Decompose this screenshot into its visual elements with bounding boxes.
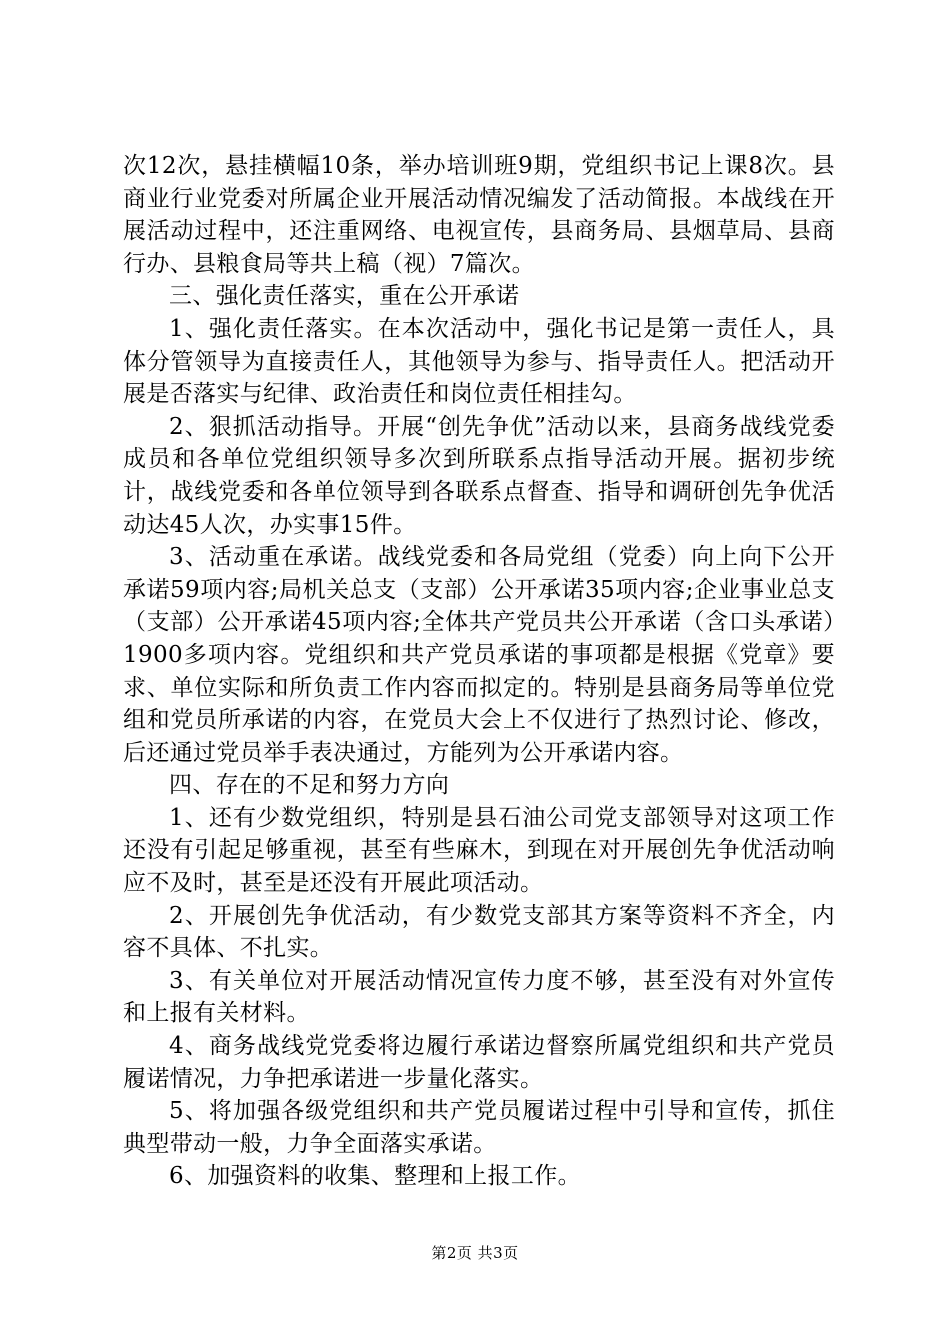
paragraph-4-6: 6、加强资料的收集、整理和上报工作。	[169, 1163, 581, 1190]
paragraph-4-3: 3、有关单位对开展活动情况宣传力度不够，甚至没有对外宣传和上报有关材料。	[123, 967, 835, 1027]
section-heading-3: 三、强化责任落实，重在公开承诺	[169, 283, 520, 310]
document-body	[123, 150, 835, 1193]
paragraph-3-3: 3、活动重在承诺。战线党委和各局党组（党委）向上向下公开承诺59项内容;局机关总支（支部）公开承诺35项内容;企业事业总支（支部）公开承诺45项内容;全体共产党员共公开承诺（含口头承诺）1900多项内容。党组织和共产党员承诺的事项都是根据《党章》要求、单位实际和所负责工作内容而拟定的。特别是县商务局等单位党组和党员所承诺的内容，在党员大会上不仅进行了热烈讨论、修改，后还通过党员举手表决通过，方能列为公开承诺内容。	[123, 544, 835, 766]
paragraph-continuation: 次12次，悬挂横幅10条，举办培训班9期，党组织书记上课8次。县商业行业党委对所属企业开展活动情况编发了活动简报。本战线在开展活动过程中，还注重网络、电视宣传，县商务局、县烟草局、县商行办、县粮食局等共上稿（视）7篇次。	[123, 153, 835, 277]
page-number-footer: 第2页 共3页	[431, 1244, 519, 1262]
paragraph-4-1: 1、还有少数党组织，特别是县石油公司党支部领导对这项工作还没有引起足够重视，甚至有些麻木，到现在对开展创先争优活动响应不及时，甚至是还没有开展此项活动。	[123, 804, 835, 897]
section-heading-4: 四、存在的不足和努力方向	[169, 772, 450, 799]
paragraph-3-1: 1、强化责任落实。在本次活动中，强化书记是第一责任人，具体分管领导为直接责任人，其他领导为参与、指导责任人。把活动开展是否落实与纪律、政治责任和岗位责任相挂勾。	[123, 315, 835, 408]
paragraph-3-2: 2、狠抓活动指导。开展“创先争优”活动以来，县商务战线党委成员和各单位党组织领导多次到所联系点指导活动开展。据初步统计，战线党委和各单位领导到各联系点督查、指导和调研创先争优活动达45人次，办实事15件。	[123, 413, 835, 538]
paragraph-4-5: 5、将加强各级党组织和共产党员履诺过程中引导和宣传，抓住典型带动一般，力争全面落实承诺。	[123, 1098, 835, 1157]
paragraph-4-2: 2、开展创先争优活动，有少数党支部其方案等资料不齐全，内容不具体、不扎实。	[123, 902, 835, 962]
paragraph-4-4: 4、商务战线党党委将边履行承诺边督察所属党组织和共产党员履诺情况，力争把承诺进一步量化落实。	[123, 1033, 835, 1092]
